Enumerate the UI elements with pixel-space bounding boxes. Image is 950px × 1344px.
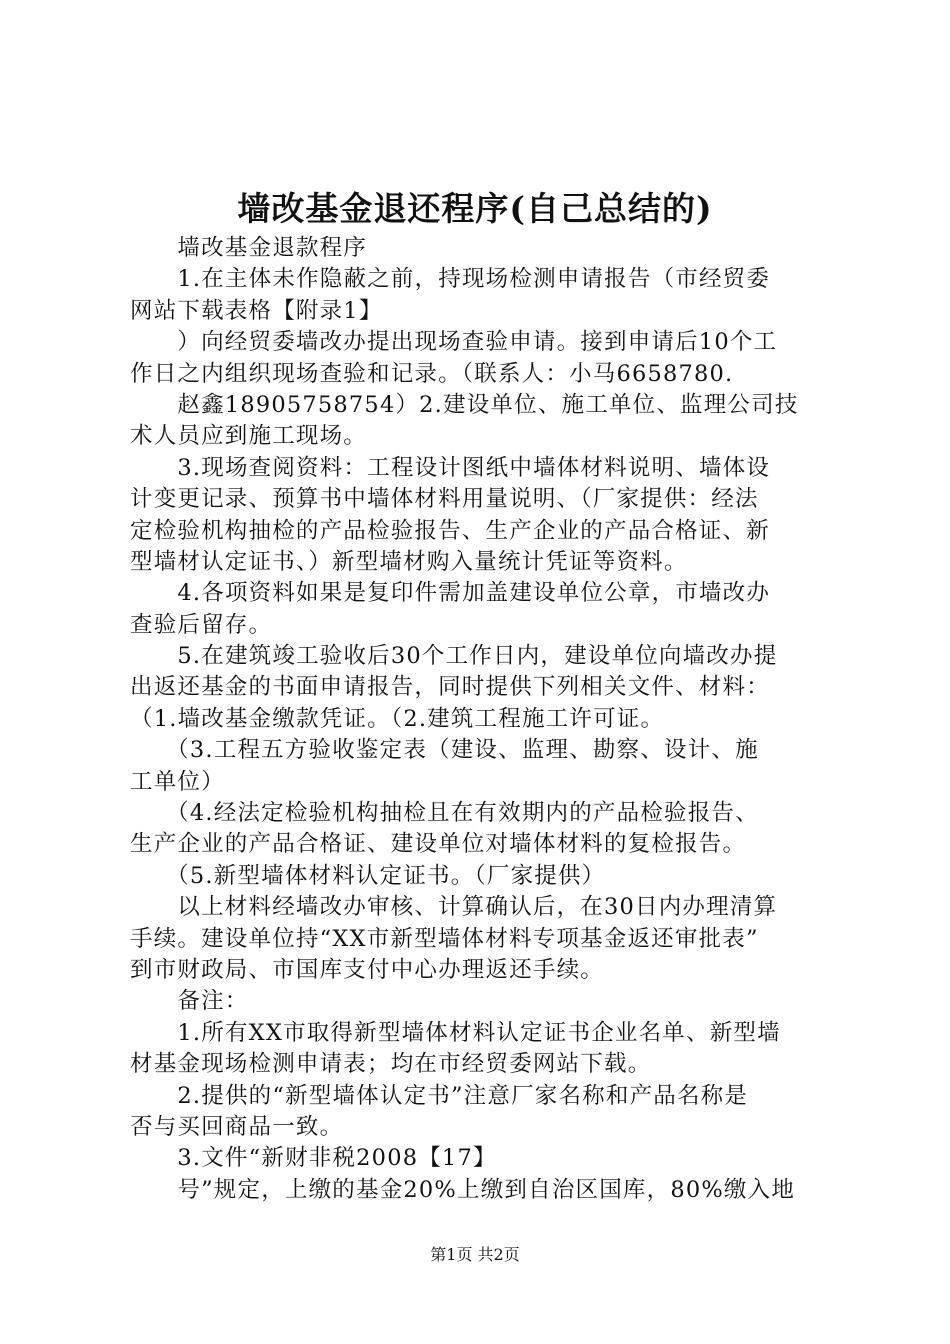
body-line: 查验后留存。 bbox=[130, 611, 273, 638]
body-line: 墙改基金退款程序 bbox=[130, 235, 368, 261]
body-line: 术人员应到施工现场。 bbox=[130, 423, 368, 450]
body-line: 以上材料经墙改办审核、计算确认后，在30日内办理清算 bbox=[130, 894, 778, 921]
body-line: 到市财政局、市国库支付中心办理返还手续。 bbox=[130, 956, 605, 983]
body-line: 赵鑫18905758754）2.建设单位、施工单位、监理公司技 bbox=[130, 391, 799, 418]
body-line: 定检验机构抽检的产品检验报告、生产企业的产品合格证、新 bbox=[130, 517, 770, 544]
body-line: 备注： bbox=[130, 988, 249, 1015]
body-line: （5.新型墙体材料认定证书。（厂家提供） bbox=[130, 862, 606, 889]
body-line: 工单位） bbox=[130, 768, 225, 795]
body-line: 4.各项资料如果是复印件需加盖建设单位公章，市墙改办 bbox=[130, 580, 771, 607]
body-line: 1.在主体未作隐蔽之前，持现场检测申请报告（市经贸委 bbox=[130, 266, 771, 293]
page-footer: 第1页 共2页 bbox=[430, 1245, 520, 1264]
body-line: 手续。建设单位持“XX市新型墙体材料专项基金返还审批表” bbox=[130, 925, 759, 952]
body-line: 计变更记录、预算书中墙体材料用量说明、（厂家提供：经法 bbox=[130, 486, 759, 513]
body-line: 型墙材认定证书、）新型墙材购入量统计凭证等资料。 bbox=[130, 548, 688, 575]
body-line: 5.在建筑竣工验收后30个工作日内，建设单位向墙改办提 bbox=[130, 643, 778, 670]
document-title: 墙改基金退还程序(自己总结的) bbox=[237, 189, 713, 228]
body-line: 1.所有XX市取得新型墙体材料认定证书企业名单、新型墙 bbox=[130, 1019, 781, 1046]
body-line: （4.经法定检验机构抽检且在有效期内的产品检验报告、 bbox=[130, 800, 759, 827]
body-line: 2.提供的“新型墙体认定书”注意厂家名称和产品名称是 bbox=[130, 1082, 749, 1109]
document-body bbox=[130, 233, 830, 1206]
body-line: 3.文件“新财非税2008【17】 bbox=[130, 1145, 497, 1172]
body-line: （3.工程五方验收鉴定表（建设、监理、勘察、设计、施 bbox=[130, 737, 759, 764]
body-line: ）向经贸委墙改办提出现场查验申请。接到申请后10个工 bbox=[130, 329, 778, 356]
body-line: 生产企业的产品合格证、建设单位对墙体材料的复检报告。 bbox=[130, 831, 747, 858]
body-line: 网站下载表格【附录1】 bbox=[130, 297, 383, 324]
body-line: 材基金现场检测申请表；均在市经贸委网站下载。 bbox=[130, 1051, 652, 1078]
body-line: 作日之内组织现场查验和记录。（联系人：小马6658780. bbox=[130, 360, 734, 387]
body-line: （1.墙改基金缴款凭证。（2.建筑工程施工许可证。 bbox=[130, 705, 665, 732]
body-line: 出返还基金的书面申请报告，同时提供下列相关文件、材料： bbox=[130, 674, 770, 701]
body-line: 3.现场查阅资料：工程设计图纸中墙体材料说明、墙体设 bbox=[130, 454, 771, 481]
body-line: 号”规定，上缴的基金20%上缴到自治区国库，80%缴入地 bbox=[130, 1176, 796, 1203]
body-line: 否与买回商品一致。 bbox=[130, 1113, 344, 1140]
